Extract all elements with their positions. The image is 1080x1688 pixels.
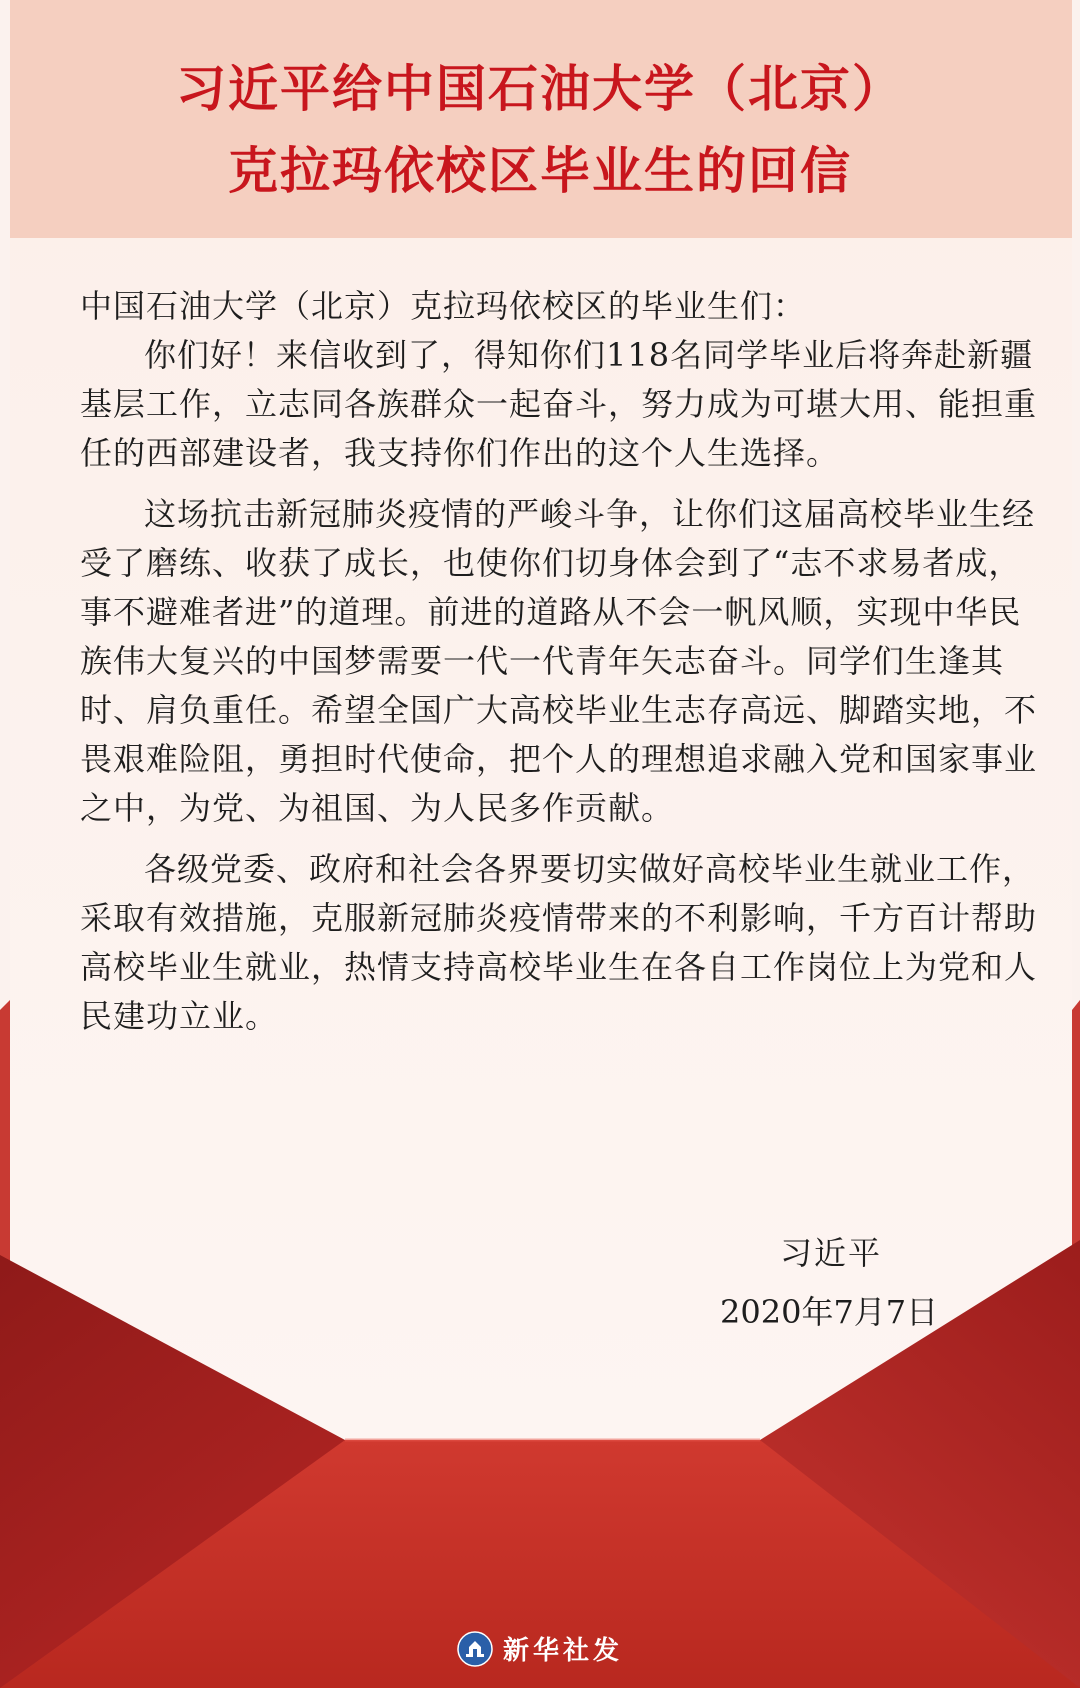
letter-signer: 习近平: [780, 1234, 883, 1272]
source-text: 新华社发: [502, 1636, 623, 1666]
page-title-line-2: 克拉玛依校区毕业生的回信: [228, 142, 852, 200]
source-credit: [0, 1630, 1080, 1667]
letter-paragraph: 你们好！来信收到了，得知你们118名同学毕业后将奔赴新疆基层工作，立志同各族群众一起奋斗，努力成为可堪大用、能担重任的西部建设者，我支持你们作出的这个人生选择。: [80, 336, 1038, 472]
page-title-line-1: 习近平给中国石油大学（北京）: [176, 60, 904, 118]
letter-date: 2020年7月7日: [720, 1293, 939, 1331]
letter-salutation: 中国石油大学（北京）克拉玛依校区的毕业生们：: [80, 287, 807, 325]
letter-paragraph: 这场抗击新冠肺炎疫情的严峻斗争，让你们这届高校毕业生经受了磨练、收获了成长，也使你们切身体会到了“志不求易者成，事不避难者进”的道理。前进的道路从不会一帆风顺，实现中华民族伟大复兴的中国梦需要一代一代青年矢志奋斗。同学们生逢其时、肩负重任。希望全国广大高校毕业生志存高远、脚踏实地，不畏艰难险阻，勇担时代使命，把个人的理想追求融入党和国家事业之中，为党、为祖国、为人民多作贡献。: [80, 495, 1038, 827]
letter-body: [80, 331, 1040, 1041]
letter-paragraph: 各级党委、政府和社会各界要切实做好高校毕业生就业工作，采取有效措施，克服新冠肺炎疫情带来的不利影响，千方百计帮助高校毕业生就业，热情支持高校毕业生在各自工作岗位上为党和人民建功立业。: [80, 850, 1038, 1035]
xinhua-logo-icon: [457, 1631, 493, 1667]
